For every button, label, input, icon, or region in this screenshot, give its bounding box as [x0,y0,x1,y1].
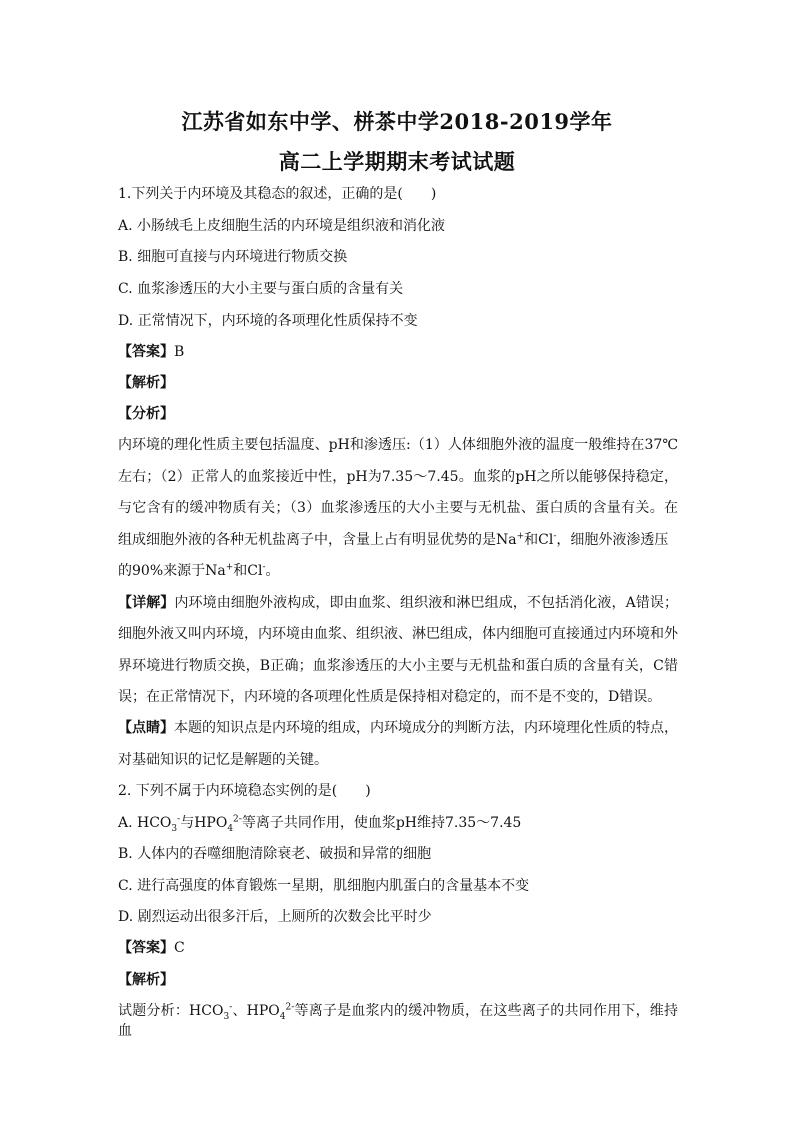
answer-label: 【答案】 [118,940,174,956]
fenxi-line-4-part-a: 组成细胞外液的各种无机盐离子中，含量上占有明显优势的是Na [118,532,517,548]
question-1-answer [118,342,678,362]
document-title-line2: 高二上学期期末考试试题 [278,149,516,174]
xiangjie-line-4: 误；在正常情况下，内环境的各项理化性质是保持相对稳定的，而不是不变的，D错误。 [118,689,662,705]
document-title-line1: 江苏省如东中学、栟茶中学2018-2019学年 [181,109,613,134]
xiangjie-text-1: 内环境由细胞外液构成，即由血浆、组织液和淋巴组成，不包括消化液，A错误； [174,595,679,611]
fenxi-line-5 [118,561,678,581]
question-2-option-b: B. 人体内的吞噬细胞清除衰老、破损和异常的细胞 [118,846,432,862]
question-2-option-d: D. 剧烈运动出很多汗后，上厕所的次数会比平时少 [118,909,432,925]
dianjing-line-1 [118,718,678,738]
dianjing-line-2: 对基础知识的记忆是解题的关键。 [118,752,328,768]
xiangjie-line-3: 界环境进行物质交换，B正确；血浆渗透压的大小主要与无机盐和蛋白质的含量有关，C错 [118,658,678,674]
xiangjie-line-2: 细胞外液又叫内环境，内环境由血浆、组织液、淋巴组成，体内细胞可直接通过内环境和外 [118,626,678,642]
answer-label: 【答案】 [118,344,174,360]
superscript-2-minus: 2- [285,1002,295,1013]
question-1-analysis-label: 【解析】 [118,375,174,391]
fenxi-line-5-part-c: 。 [265,563,280,579]
analysis-part-a: 试题分析：HCO [118,1003,224,1019]
fenxi-line-5-part-b: 和Cl [233,563,263,579]
subscript-4: 4 [227,823,234,834]
chloride-charge: - [553,531,557,542]
question-1-option-b: B. 细胞可直接与内环境进行物质交换 [118,249,348,265]
superscript-minus: - [229,1002,233,1013]
sodium-charge: + [516,531,525,542]
question-1-fenxi-label: 【分析】 [118,406,174,422]
fenxi-line-3: 与它含有的缓冲物质有关；（3）血浆渗透压的大小主要与无机盐、蛋白质的含量有关。在 [118,500,678,516]
xiangjie-line-1 [118,593,678,613]
question-2-analysis-label: 【解析】 [118,972,174,988]
question-2-analysis-line-1 [118,1001,678,1041]
subscript-4: 4 [279,1011,286,1022]
chloride-charge: - [262,562,266,573]
question-1-option-a: A. 小肠绒毛上皮细胞生活的内环境是组织液和消化液 [118,218,446,234]
fenxi-line-5-part-a: 的90%来源于Na [118,563,226,579]
analysis-part-b: 、HPO [232,1003,280,1019]
option-a-part-a: A. HCO [118,815,172,831]
subscript-3: 3 [223,1011,230,1022]
superscript-minus: - [177,814,181,825]
question-2-option-a [118,813,678,833]
fenxi-line-4 [118,530,678,550]
answer-value: B [174,344,185,360]
analysis-part-c: 等离子是血浆内的缓冲物质，在这些离子的共同作用下，维持血 [118,1003,679,1039]
dianjing-text-1: 本题的知识点是内环境的组成，内环境成分的判断方法，内环境理化性质的特点， [174,720,678,736]
question-2-stem: 2. 下列不属于内环境稳态实例的是( ) [118,783,371,799]
fenxi-line-1: 内环境的理化性质主要包括温度、pH和渗透压:（1）人体细胞外液的温度一般维持在37℃ [118,437,678,453]
question-2-option-c: C. 进行高强度的体育锻炼一星期，肌细胞内肌蛋白的含量基本不变 [118,878,530,894]
fenxi-line-4-part-b: 和Cl [524,532,554,548]
question-1-option-d: D. 正常情况下，内环境的各项理化性质保持不变 [118,313,418,329]
option-a-part-b: 与HPO [180,815,228,831]
xiangjie-label: 【详解】 [118,595,175,611]
option-a-part-c: 等离子共同作用，使血浆pH维持7.35～7.45 [241,815,522,831]
dianjing-label: 【点睛】 [118,720,174,736]
sodium-charge: + [225,562,234,573]
fenxi-line-2: 左右；（2）正常人的血浆接近中性，pH为7.35～7.45。血浆的pH之所以能够保持稳定， [118,469,678,485]
question-1-option-c: C. 血浆渗透压的大小主要与蛋白质的含量有关 [118,281,404,297]
fenxi-line-4-part-c: ，细胞外液渗透压 [556,532,669,548]
question-1-stem: 1.下列关于内环境及其稳态的叙述，正确的是( ) [118,186,437,202]
answer-value: C [174,940,185,956]
subscript-3: 3 [171,823,178,834]
question-2-answer [118,938,678,958]
superscript-2-minus: 2- [233,814,242,825]
